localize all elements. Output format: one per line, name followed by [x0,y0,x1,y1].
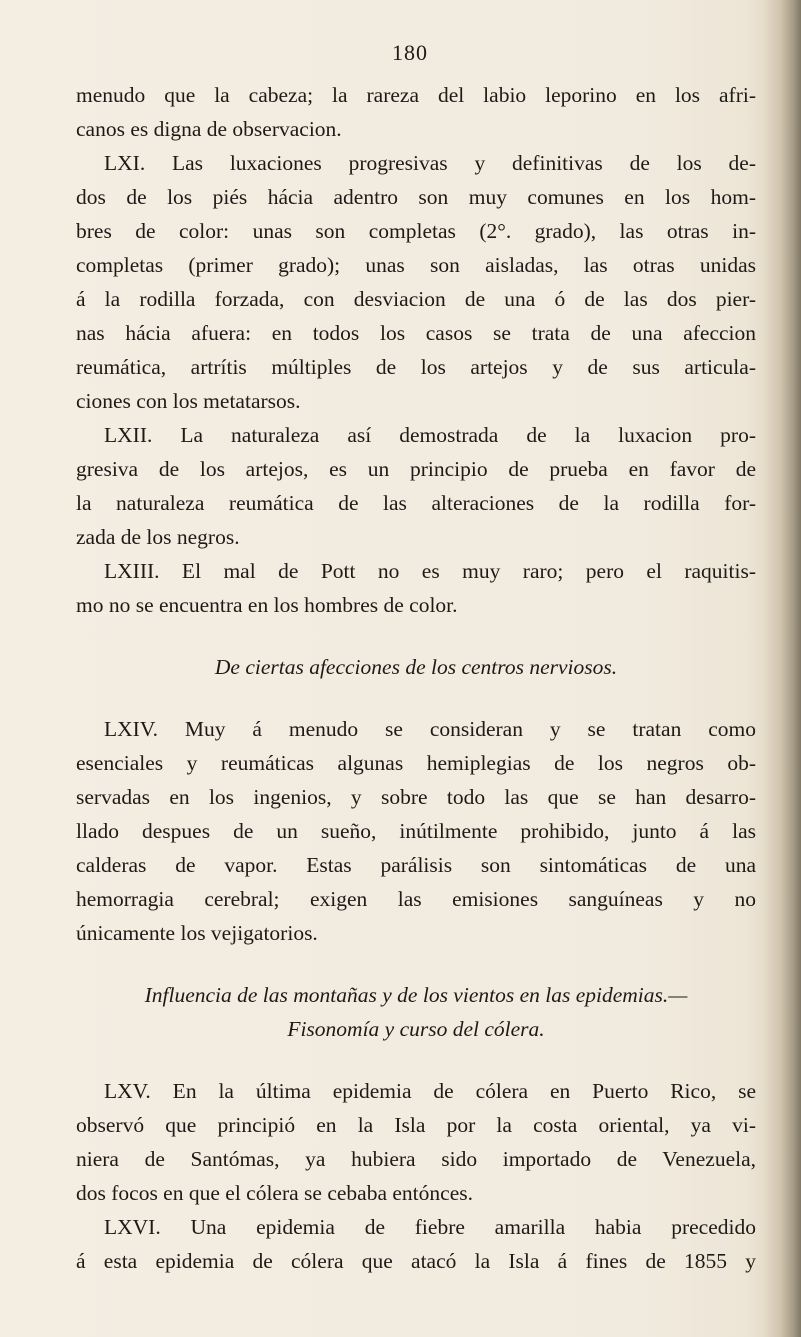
page-edge-shadow [763,0,801,1337]
text-line: mo no se encuentra en los hombres de color. [76,593,458,617]
page-text [76,78,756,1278]
text-line: dos de los piés hácia adentro son muy comunes en los hom- [76,185,756,209]
paragraph-lxv-start: LXV. En la última epidemia de cólera en Puerto Rico, se [104,1079,756,1103]
text-line: servadas en los ingenios, y sobre todo las que se han desarro- [76,785,756,809]
text-line: zada de los negros. [76,525,240,549]
text-line: calderas de vapor. Estas parálisis son sintomáticas de una [76,853,756,877]
text-line: dos focos en que el cólera se cebaba entónces. [76,1181,473,1205]
text-line: canos es digna de observacion. [76,117,342,141]
section-heading: De ciertas afecciones de los centros nerviosos. [214,655,618,679]
section-heading: Influencia de las montañas y de los vientos en las epidemias.— [144,983,688,1007]
text-line: la naturaleza reumática de las alteraciones de la rodilla for- [76,491,756,515]
paragraph-lxii-start: LXII. La naturaleza así demostrada de la luxacion pro- [104,423,756,447]
text-line: gresiva de los artejos, es un principio de prueba en favor de [76,457,756,481]
text-line: completas (primer grado); unas son aisladas, las otras unidas [76,253,756,277]
text-line: llado despues de un sueño, inútilmente prohibido, junto á las [76,819,756,843]
text-line: ciones con los metatarsos. [76,389,301,413]
text-line: á esta epidemia de cólera que atacó la Isla á fines de 1855 y [76,1249,756,1273]
text-line: nas hácia afuera: en todos los casos se trata de una afeccion [76,321,756,345]
text-line: observó que principió en la Isla por la costa oriental, ya vi- [76,1113,756,1137]
text-line: niera de Santómas, ya hubiera sido importado de Venezuela, [76,1147,756,1171]
text-line: á la rodilla forzada, con desviacion de una ó de las dos pier- [76,287,756,311]
text-line: esenciales y reumáticas algunas hemiplegias de los negros ob- [76,751,756,775]
text-line: bres de color: unas son completas (2°. grado), las otras in- [76,219,756,243]
paragraph-lxiii-start: LXIII. El mal de Pott no es muy raro; pero el raquitis- [104,559,756,583]
text-line: menudo que la cabeza; la rareza del labio leporino en los afri- [76,83,756,107]
text-line: únicamente los vejigatorios. [76,921,318,945]
paragraph-lxi-start: LXI. Las luxaciones progresivas y definitivas de los de- [104,151,756,175]
text-line: hemorragia cerebral; exigen las emisiones sanguíneas y no [76,887,756,911]
page-number: 180 [392,40,428,65]
text-line: reumática, artrítis múltiples de los artejos y de sus articula- [76,355,756,379]
section-subheading: Fisonomía y curso del cólera. [287,1017,545,1041]
paragraph-lxiv-start: LXIV. Muy á menudo se consideran y se tratan como [104,717,756,741]
paragraph-lxvi-start: LXVI. Una epidemia de fiebre amarilla habia precedido [104,1215,756,1239]
